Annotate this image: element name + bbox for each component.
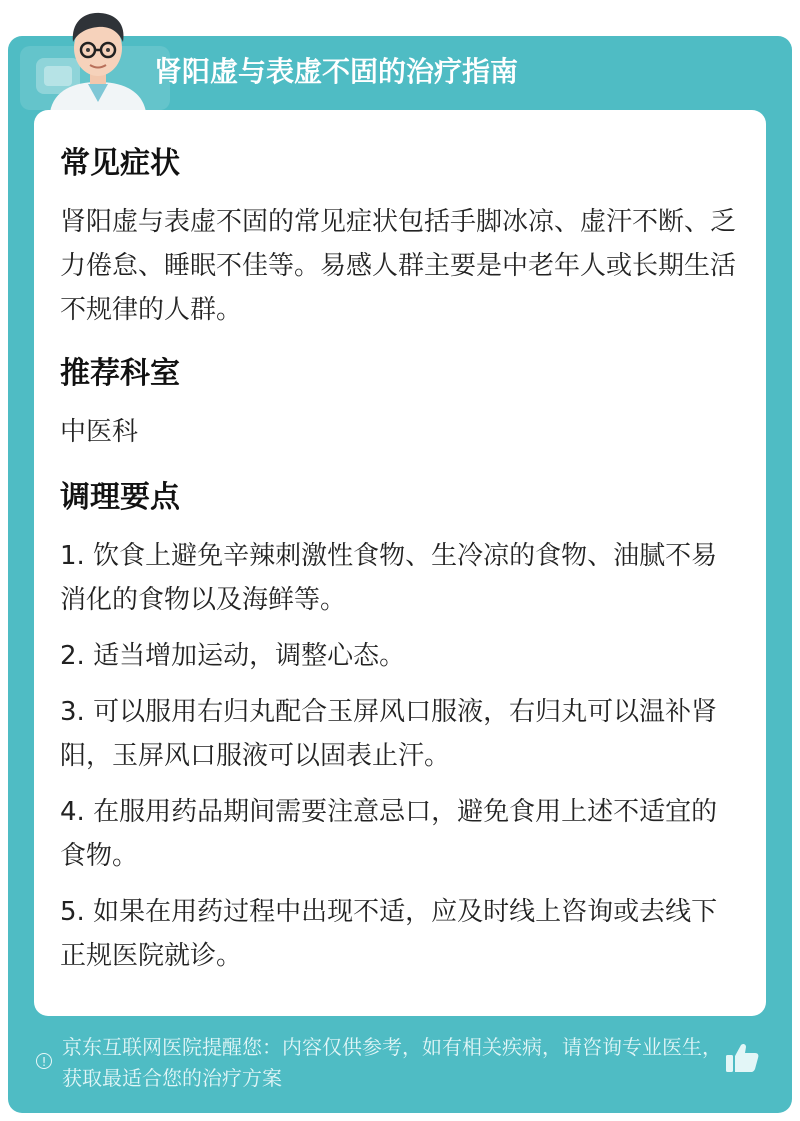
section-title-symptoms: 常见症状 [60, 146, 180, 181]
info-icon: ! [36, 1053, 52, 1069]
disclaimer-text: 京东互联网医院提醒您：内容仅供参考，如有相关疾病，请咨询专业医生，获取最适合您的治疗方案 [62, 1035, 722, 1090]
thumbs-up-icon[interactable] [724, 1042, 760, 1074]
list-item: 2. 适当增加运动，调整心态。 [60, 641, 406, 671]
content-card [34, 110, 766, 1016]
page-title: 肾阳虚与表虚不固的治疗指南 [154, 55, 519, 88]
doctor-avatar-icon [44, 4, 152, 112]
list-item: 5. 如果在用药过程中出现不适，应及时线上咨询或去线下正规医院就诊。 [60, 897, 718, 971]
list-item: 4. 在服用药品期间需要注意忌口，避免食用上述不适宜的食物。 [60, 797, 718, 871]
list-item: 3. 可以服用右归丸配合玉屏风口服液，右归丸可以温补肾阳，玉屏风口服液可以固表止汗。 [60, 697, 718, 771]
section-title-care: 调理要点 [60, 480, 180, 515]
section-title-department: 推荐科室 [60, 356, 180, 391]
symptoms-text: 肾阳虚与表虚不固的常见症状包括手脚冰凉、虚汗不断、乏力倦怠、睡眠不佳等。易感人群主要是中老年人或长期生活不规律的人群。 [60, 207, 737, 325]
department-text: 中医科 [60, 417, 139, 447]
list-item: 1. 饮食上避免辛辣刺激性食物、生冷凉的食物、油腻不易消化的食物以及海鲜等。 [60, 541, 718, 615]
